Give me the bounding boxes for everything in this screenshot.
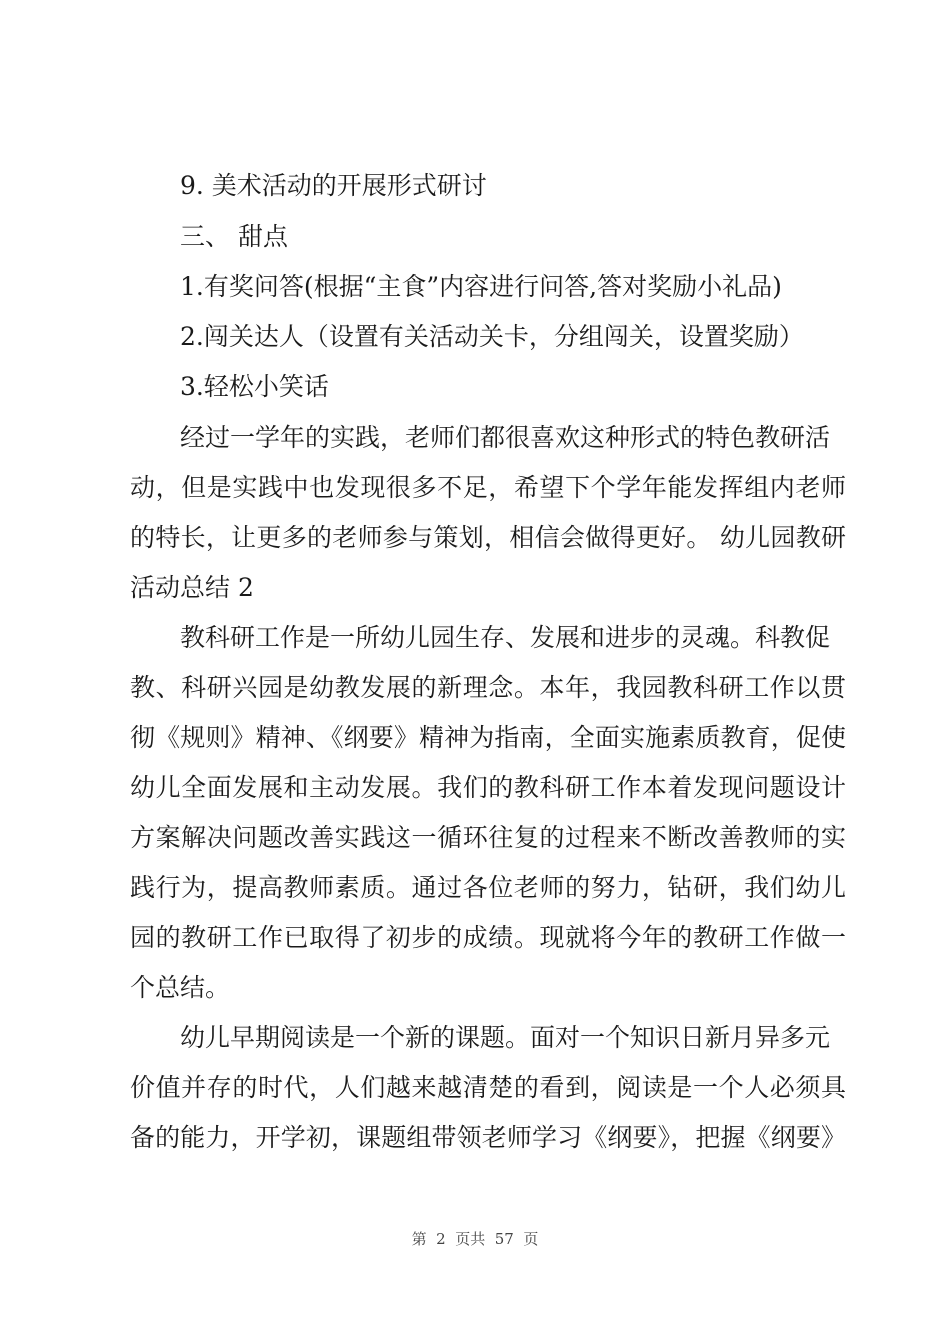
paragraph-line: 践行为，提高教师素质。通过各位老师的努力，钻研，我们幼儿: [130, 873, 846, 902]
paragraph-line: 幼儿全面发展和主动发展。我们的教科研工作本着发现问题设计: [130, 773, 846, 802]
list-item-1: 1.有奖问答(根据“主食”内容进行问答,答对奖励小礼品): [180, 272, 782, 301]
list-item-9: 9. 美术活动的开展形式研讨: [180, 171, 487, 200]
paragraph-line: 个总结。: [130, 973, 231, 1002]
paragraph-line: 园的教研工作已取得了初步的成绩。现就将今年的教研工作做一: [130, 923, 846, 952]
paragraph-line: 价值并存的时代，人们越来越清楚的看到，阅读是一个人必须具: [130, 1073, 846, 1102]
paragraph-line: 方案解决问题改善实践这一循环往复的过程来不断改善教师的实: [130, 823, 846, 852]
list-item-2: 2.闯关达人（设置有关活动关卡，分组闯关，设置奖励）: [180, 322, 804, 351]
paragraph-line: 的特长，让更多的老师参与策划，相信会做得更好。 幼儿园教研: [130, 523, 846, 552]
paragraph-line: 教科研工作是一所幼儿园生存、发展和进步的灵魂。科教促: [180, 623, 831, 652]
paragraph-line: 幼儿早期阅读是一个新的课题。面对一个知识日新月异多元: [180, 1023, 831, 1052]
section-heading-dessert: 三、 甜点: [180, 222, 288, 251]
paragraph-line: 备的能力，开学初，课题组带领老师学习《纲要》，把握《纲要》: [130, 1123, 846, 1152]
paragraph-line: 活动总结 2: [130, 573, 254, 602]
page-footer: 第 2 页共 57 页: [411, 1230, 539, 1248]
paragraph-line: 动，但是实践中也发现很多不足，希望下个学年能发挥组内老师: [130, 473, 846, 502]
paragraph-line: 教、科研兴园是幼教发展的新理念。本年，我园教科研工作以贯: [130, 673, 846, 702]
paragraph-line: 经过一学年的实践，老师们都很喜欢这种形式的特色教研活: [180, 423, 831, 452]
paragraph-line: 彻《规则》精神、《纲要》精神为指南，全面实施素质教育，促使: [130, 723, 846, 752]
list-item-3: 3.轻松小笑话: [180, 372, 329, 401]
